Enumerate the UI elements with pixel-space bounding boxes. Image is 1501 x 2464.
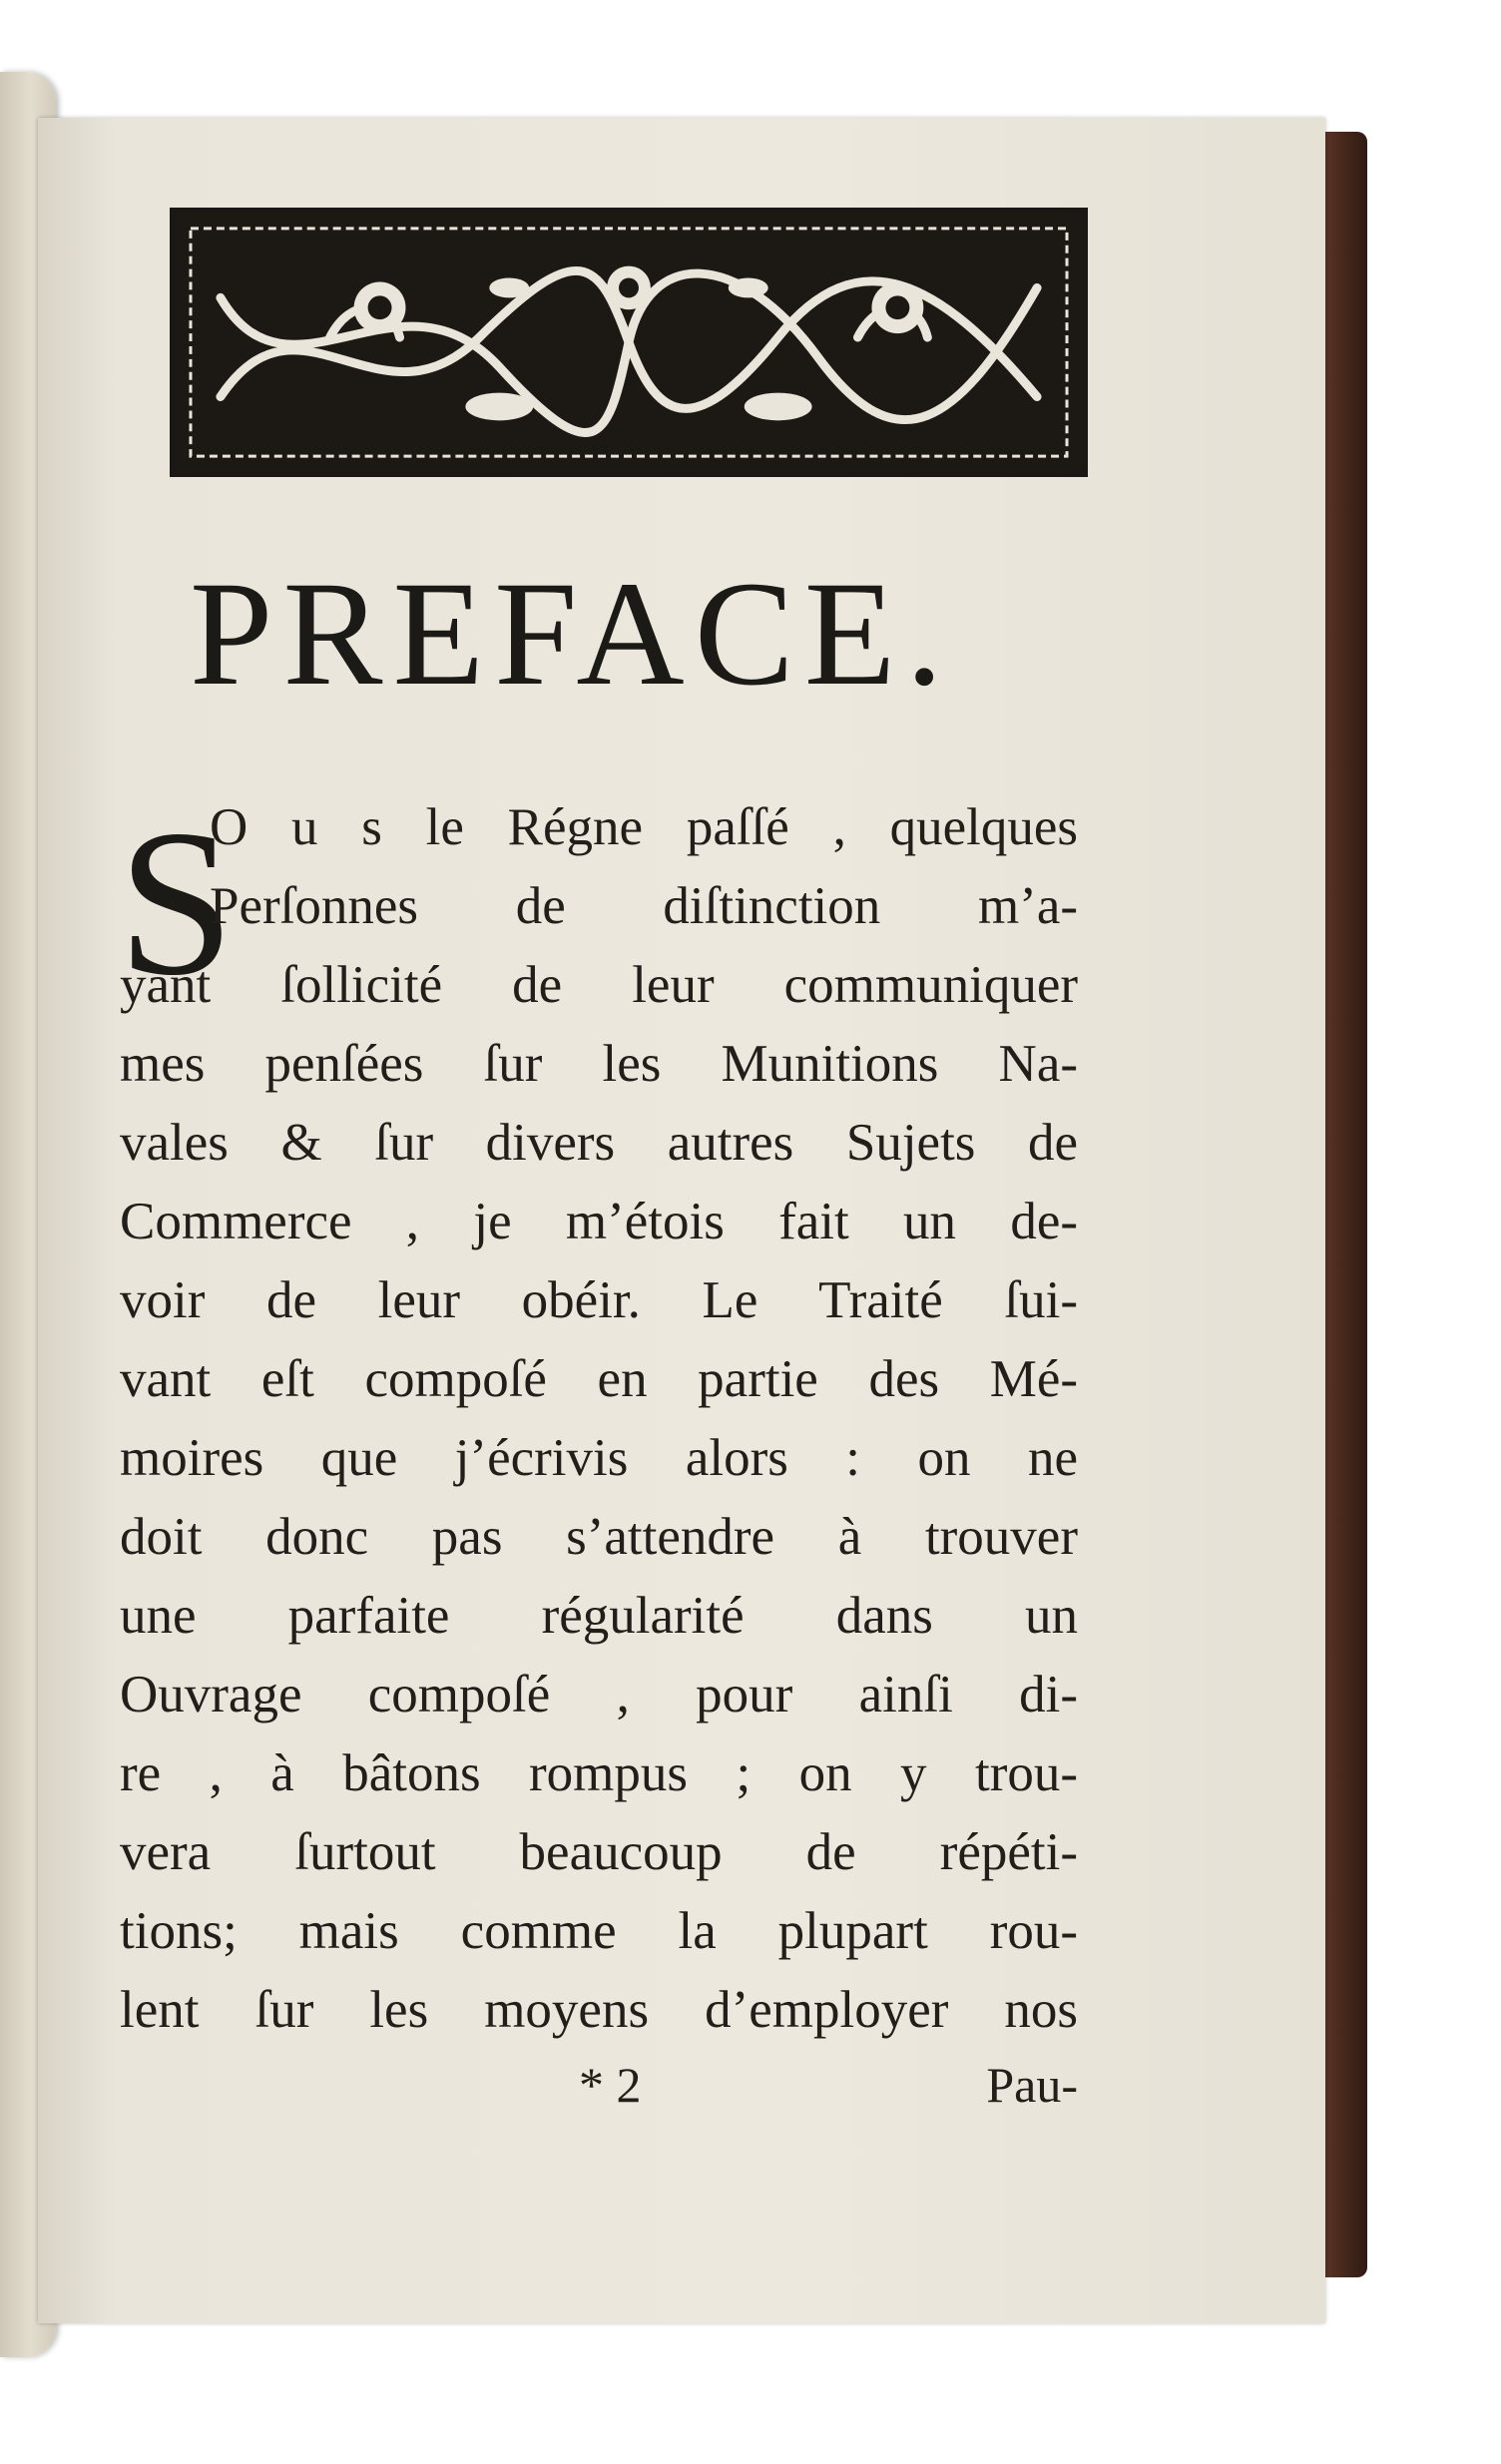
signature-mark: * 2 <box>579 2057 642 2113</box>
drop-cap: S <box>118 787 235 1019</box>
text-line: vera ſurtout beaucoup de répéti- <box>120 1823 1078 1881</box>
floral-woodcut-ornament-icon <box>170 208 1088 477</box>
page-footer <box>120 2056 1078 2126</box>
text-line: O u s le Régne paſſé , quelques <box>210 798 1078 856</box>
text-line: Commerce , je m’étois fait un de- <box>120 1193 1078 1250</box>
preface-text <box>120 788 1078 2050</box>
text-line: vant eſt compoſé en partie des Mé- <box>120 1350 1078 1408</box>
text-line: Perſonnes de diſtinction m’a- <box>210 877 1078 935</box>
text-line: moires que j’écrivis alors : on ne <box>120 1429 1078 1487</box>
text-line: doit donc pas s’attendre à trouver <box>120 1508 1078 1566</box>
text-line: yant ſollicité de leur communiquer <box>120 956 1078 1014</box>
text-line: vales & ſur divers autres Sujets de <box>120 1114 1078 1172</box>
text-line: tions; mais comme la plupart rou- <box>120 1902 1078 1960</box>
text-line: re , à bâtons rompus ; on y trou- <box>120 1744 1078 1802</box>
text-line: mes penſées ſur les Munitions Na- <box>120 1035 1078 1093</box>
text-line: Ouvrage compoſé , pour ainſi di- <box>120 1666 1078 1724</box>
text-line: lent ſur les moyens d’employer nos <box>120 1981 1078 2039</box>
catchword: Pau- <box>986 2057 1078 2113</box>
text-line: voir de leur obéir. Le Traité ſui- <box>120 1271 1078 1329</box>
text-line: une parfaite régularité dans un <box>120 1587 1078 1645</box>
page-title: PREFACE. <box>190 551 953 717</box>
